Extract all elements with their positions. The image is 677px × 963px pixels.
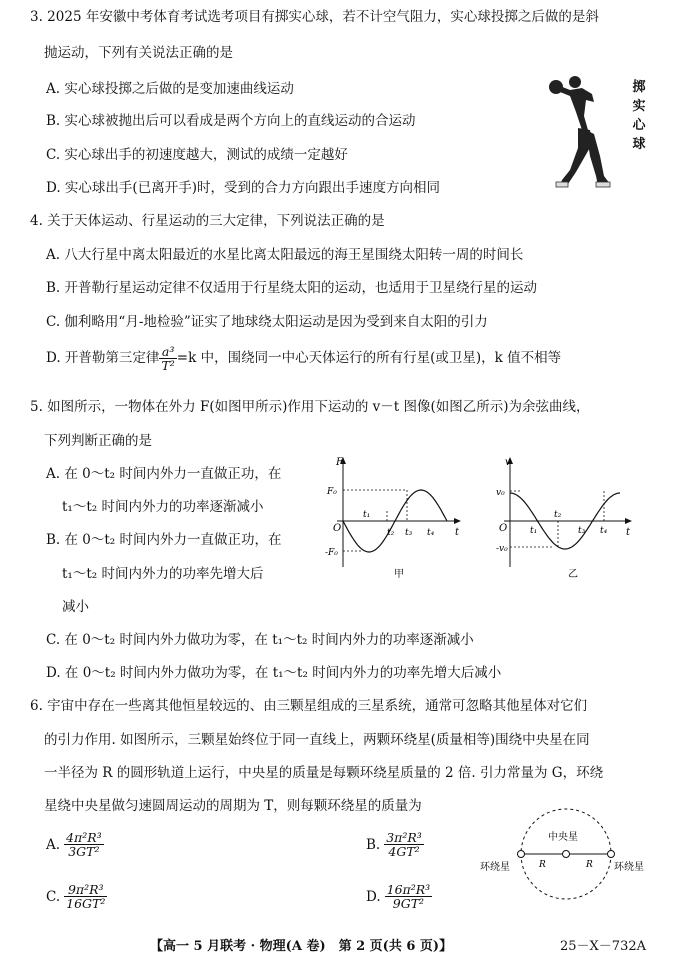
jia-t2: t₂: [387, 528, 395, 538]
kepler-denominator: T²: [161, 358, 175, 373]
jia-x-label: t: [455, 527, 460, 538]
q6-option-a-label: A.: [46, 836, 61, 853]
q4-option-d: [46, 345, 561, 372]
q6-option-c: [46, 883, 107, 910]
q5-option-b-line3: 减小: [62, 599, 89, 615]
yi-t2: t₂: [554, 510, 562, 520]
central-star: [563, 851, 570, 858]
yi-t4: t₄: [600, 526, 608, 536]
q6-stem-line4: 星绕中央星做匀速圆周运动的周期为 T，则每颗环绕星的质量为: [44, 798, 422, 814]
q4-stem: 4. 关于天体运动、行星运动的三大定律，下列说法正确的是: [30, 213, 385, 229]
q3-stem-line2: 抛运动，下列有关说法正确的是: [44, 45, 233, 61]
q5-option-b-line1: B. 在 0～t₂ 时间内外力一直做正功，在: [46, 532, 282, 548]
yi-t1: t₁: [530, 526, 538, 536]
yi-y-label: v: [505, 457, 511, 468]
jia-origin: O: [333, 523, 342, 534]
q6-stem-line3: 一半径为 R 的圆形轨道上运行，中央星的质量是每颗环绕星质量的 2 倍. 引力常量为 G，环绕: [44, 765, 604, 781]
jia-x-arrow: [454, 518, 461, 524]
kepler-fraction: [159, 345, 176, 372]
q3-stem-line1: 3. 2025 年安徽中考体育考试选考项目有掷实心球，若不计空气阻力，实心球投掷之后做的是斜: [30, 9, 599, 25]
q6-option-c-den: 16GT²: [66, 896, 106, 911]
q6-option-d-den: 9GT²: [392, 896, 425, 911]
central-star-label: 中央星: [548, 832, 578, 843]
jia-t4: t₄: [427, 528, 435, 538]
q4-option-b: B. 开普勒行星运动定律不仅适用于行星绕太阳的运动，也适用于卫星绕行星的运动: [46, 280, 538, 296]
q6-option-c-num: 9π²R³: [64, 883, 107, 897]
radius-label-right: R: [586, 860, 593, 870]
q3-option-b: B. 实心球被抛出后可以看成是两个方向上的直线运动的合运动: [46, 113, 416, 129]
q5-option-b-line2: t₁～t₂ 时间内外力的功率先增大后: [62, 566, 264, 582]
q6-option-d: [366, 883, 432, 910]
jia-caption: 甲: [394, 569, 404, 580]
yi-x-arrow: [625, 518, 632, 524]
shot-put-figure: [548, 72, 628, 194]
right-star-label: 环绕星: [614, 862, 644, 873]
q6-option-d-label: D.: [366, 888, 381, 905]
left-star-label: 环绕星: [480, 862, 510, 873]
q6-option-d-num: 16π²R³: [386, 882, 431, 897]
q6-option-d-fraction: [385, 883, 433, 910]
jia-y-label: F: [336, 457, 343, 468]
jia-top-label: F₀: [327, 487, 337, 497]
three-star-figure: [476, 800, 676, 910]
q5-option-a-line2: t₁～t₂ 时间内外力的功率逐渐减小: [62, 499, 264, 515]
q6-option-a: [46, 831, 104, 858]
q6-option-c-fraction: [64, 883, 107, 910]
q5-option-c: C. 在 0～t₂ 时间内外力做功为零，在 t₁～t₂ 时间内外力的功率逐渐减小: [46, 632, 474, 648]
q6-option-a-fraction: [64, 831, 104, 858]
q6-option-b-label: B.: [366, 836, 381, 853]
q6-option-b-num: 3π²R³: [386, 830, 422, 845]
graph-jia-force-time: [325, 455, 465, 585]
q4-option-d-suffix: =k 中，围绕同一中心天体运行的所有行星(或卫星)，k 值不相等: [176, 350, 562, 366]
left-orbiting-star: [518, 851, 525, 858]
figure-caption-shotput: 掷实心球: [632, 80, 646, 152]
q6-option-b-den: 4GT²: [388, 844, 420, 859]
q6-option-a-den: 3GT²: [68, 844, 100, 859]
athlete-right-leg: [586, 130, 610, 186]
q4-option-d-prefix: D. 开普勒第三定律: [46, 350, 160, 366]
yi-bottom-label: -v₀: [496, 544, 508, 554]
yi-t3: t₃: [578, 526, 586, 536]
athlete-head: [569, 76, 581, 88]
q4-option-c: C. 伽利略用“月-地检验”证实了地球绕太阳运动是因为受到来自太阳的引力: [46, 314, 488, 330]
q4-option-a: A. 八大行星中离太阳最近的水星比离太阳最远的海王星围绕太阳转一周的时间长: [46, 247, 524, 263]
jia-t1: t₁: [363, 510, 371, 520]
q6-option-c-label: C.: [46, 888, 61, 905]
jia-bottom-label: -F₀: [325, 548, 338, 558]
yi-top-label: v₀: [496, 488, 505, 498]
radius-label-left: R: [539, 860, 546, 870]
q6-stem-line2: 的引力作用. 如图所示，三颗星始终位于同一直线上，两颗环绕星(质量相等)围绕中央星在同: [44, 732, 590, 748]
yi-caption: 乙: [568, 569, 578, 580]
athlete-torso: [560, 86, 594, 130]
q5-option-a-line1: A. 在 0～t₂ 时间内外力一直做正功，在: [46, 466, 282, 482]
q3-option-d: D. 实心球出手(已离开手)时，受到的合力方向跟出手速度方向相同: [46, 180, 440, 196]
jia-t3: t₃: [405, 528, 413, 538]
q6-option-b-fraction: [384, 831, 424, 858]
q6-option-a-num: 4π²R³: [66, 830, 102, 845]
q3-option-c: C. 实心球出手的初速度越大，测试的成绩一定越好: [46, 147, 348, 163]
kepler-numerator: a³: [159, 345, 176, 359]
footer-code: 25－X－732A: [560, 939, 646, 954]
yi-x-label: t: [626, 527, 631, 538]
graph-yi-velocity-time: [496, 455, 636, 585]
q5-stem-line1: 5. 如图所示，一物体在外力 F(如图甲所示)作用下运动的 v－t 图像(如图乙所示)为余弦曲线，: [30, 399, 590, 415]
yi-origin: O: [499, 523, 508, 534]
footer-title: 【高一 5 月联考 · 物理(A 卷) 第 2 页(共 6 页)】: [150, 939, 453, 954]
q5-option-d: D. 在 0～t₂ 时间内外力做功为零，在 t₁～t₂ 时间内外力的功率先增大后减小: [46, 665, 502, 681]
q3-option-a: A. 实心球投掷之后做的是变加速曲线运动: [46, 81, 294, 97]
right-orbiting-star: [608, 851, 615, 858]
q6-stem-line1: 6. 宇宙中存在一些离其他恒星较远的、由三颗星组成的三星系统，通常可忽略其他星体对它们: [30, 698, 588, 714]
q5-stem-line2: 下列判断正确的是: [44, 433, 152, 449]
q6-option-b: [366, 831, 424, 858]
